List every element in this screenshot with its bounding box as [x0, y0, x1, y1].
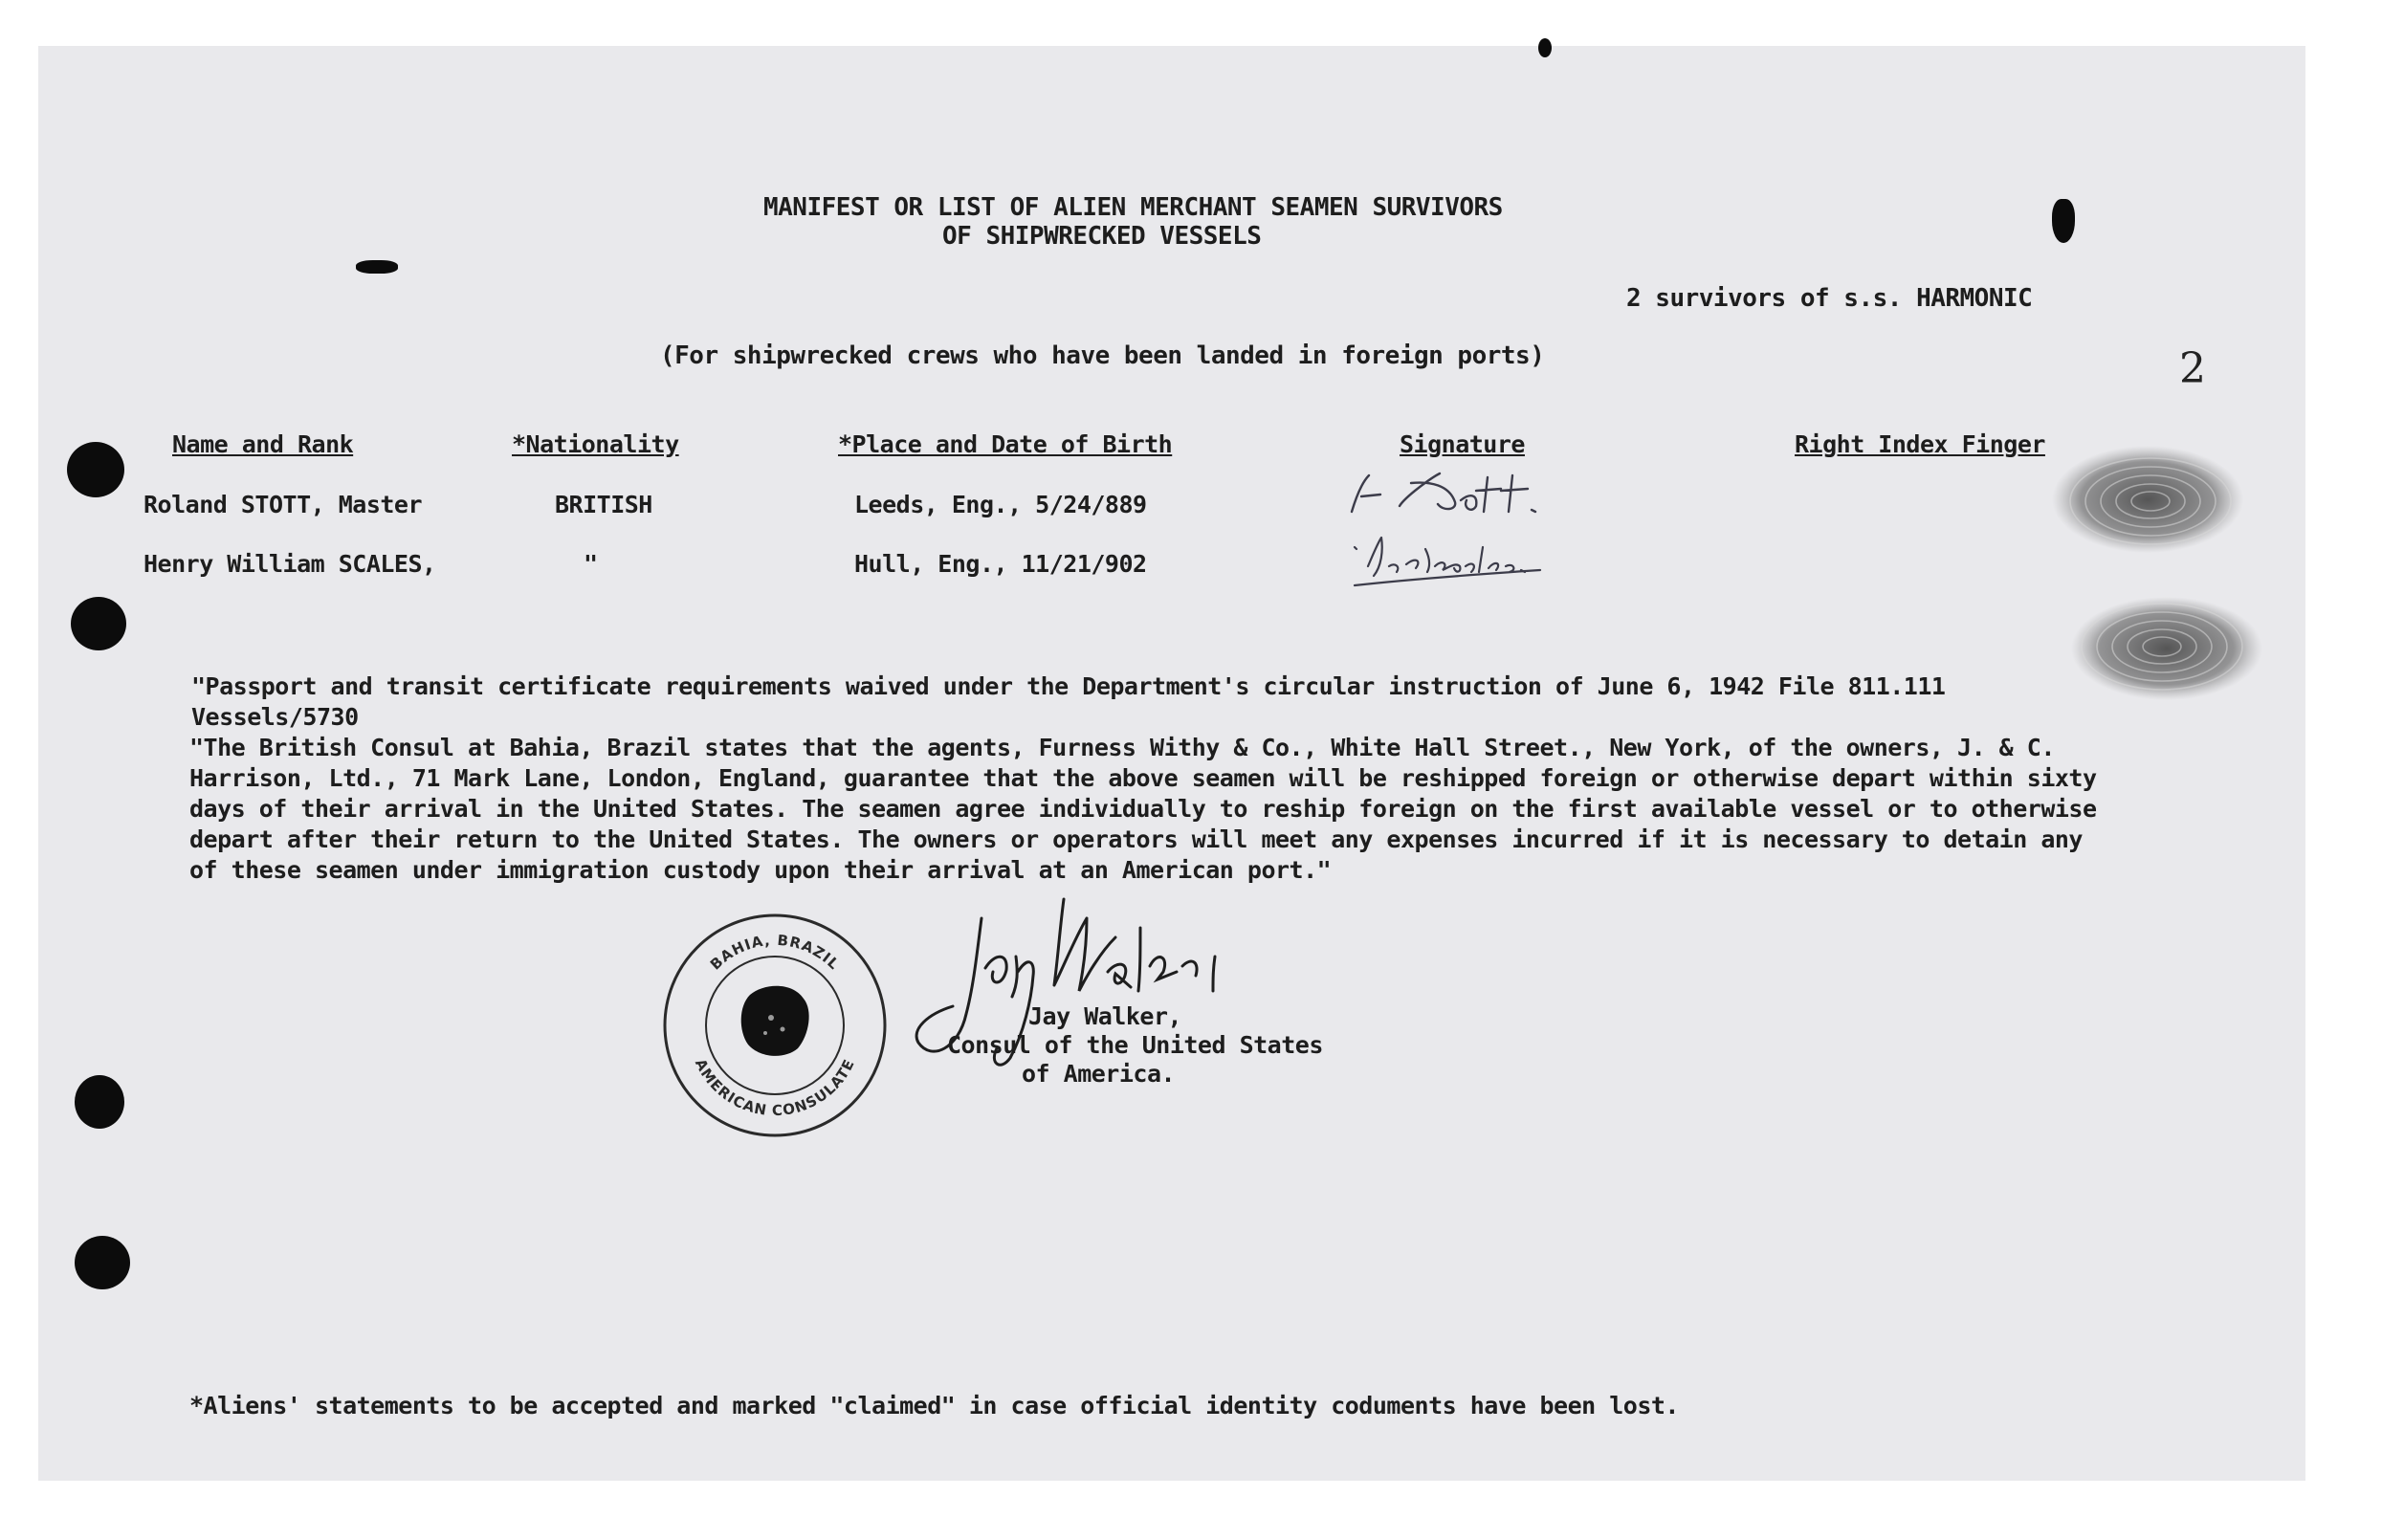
statement-consul: "The British Consul at Bahia, Brazil states that the agents, Furness Withy & Co., White Hall Street., New York, of the owners, J. & C. Harrison, Ltd., 71 Mark Lane, London, England, guarantee that the above seamen will be reshipped foreign or otherwise depart within sixty days of their arrival in the United States. The seamen agree individually to reship foreign on the first available vessel or to otherwise depart after their return to the United States. The owners or operators will meet any expenses incurred if it is necessary to detain any of these seamen under immigration custody upon their arrival at an American port."	[189, 734, 2097, 884]
seal-text-top: BAHIA, BRAZIL	[706, 931, 844, 974]
punch-hole-3	[75, 1075, 124, 1129]
ink-mark-1	[356, 260, 398, 274]
row-2-nationality: "	[584, 550, 598, 578]
survivors-note: 2 survivors of s.s. HARMONIC	[1626, 284, 2033, 313]
row-1-nationality: BRITISH	[555, 491, 652, 518]
header-signature: Signature	[1400, 430, 1525, 458]
consulate-seal	[660, 911, 890, 1140]
document-title-line2: OF SHIPWRECKED VESSELS	[942, 222, 1262, 251]
ink-mark-3	[1538, 38, 1552, 57]
row-1-name: Roland STOTT, Master	[143, 491, 423, 518]
ink-mark-2	[2052, 199, 2075, 243]
statement-passport: "Passport and transit certificate requirements waived under the Department's circular instruction of June 6, 1942 File 811.111 Vessels/5730	[191, 672, 1946, 731]
footnote: *Aliens' statements to be accepted and marked "claimed" in case official identity coduments have been lost.	[189, 1392, 1679, 1419]
punch-hole-2	[71, 597, 126, 650]
punch-hole-4	[75, 1236, 130, 1289]
row-1-birth: Leeds, Eng., 5/24/889	[854, 491, 1147, 518]
document-title-line1: MANIFEST OR LIST OF ALIEN MERCHANT SEAMEN SURVIVORS	[763, 193, 1503, 222]
row-2-name: Henry William SCALES,	[143, 550, 436, 578]
svg-text:AMERICAN CONSULATE	[692, 1056, 858, 1119]
consul-name: Jay Walker,	[1028, 1002, 1182, 1030]
header-fingerprint: Right Index Finger	[1795, 430, 2045, 458]
svg-text:BAHIA, BRAZIL	[707, 932, 843, 974]
header-name-rank: Name and Rank	[172, 430, 354, 458]
header-nationality: *Nationality	[512, 430, 679, 458]
punch-hole-1	[67, 442, 124, 497]
consul-title-line1: Consul of the United States	[947, 1031, 1323, 1059]
seal-text-bottom: AMERICAN CONSULATE	[691, 1056, 859, 1120]
document-subtitle: (For shipwrecked crews who have been landed in foreign ports)	[660, 341, 1545, 370]
signature-scales	[1349, 528, 1559, 585]
row-2-birth: Hull, Eng., 11/21/902	[854, 550, 1147, 578]
signature-stott	[1344, 464, 1593, 521]
page-number: 2	[2179, 344, 2206, 393]
header-birth: *Place and Date of Birth	[838, 430, 1173, 458]
fingerprint-1	[2047, 442, 2248, 557]
consul-title-line2: of America.	[1022, 1060, 1176, 1088]
